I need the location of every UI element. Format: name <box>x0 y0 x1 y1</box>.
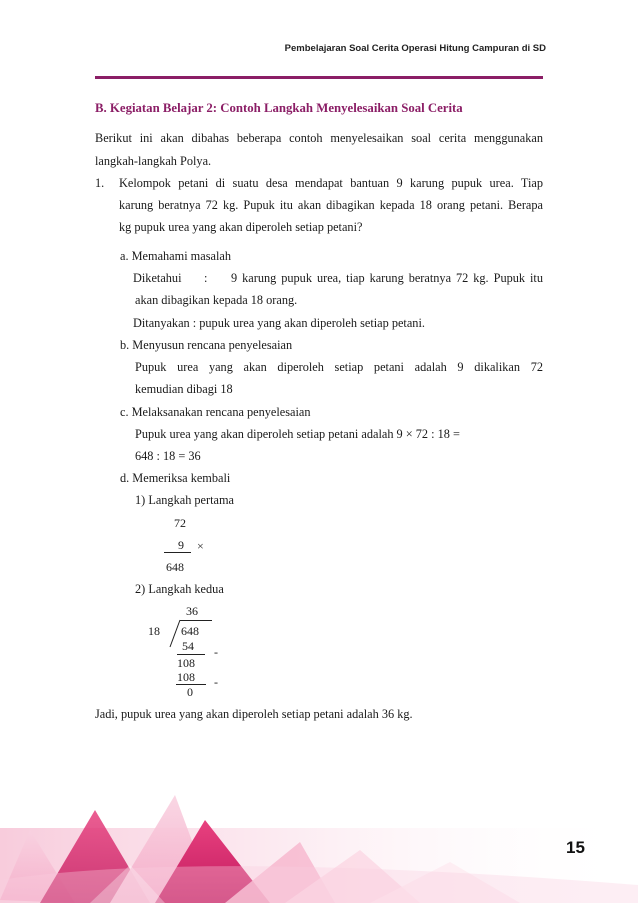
step-b-line-1: Pupuk urea yang akan diperoleh setiap petani adalah 9 dikalikan 72 <box>135 360 543 374</box>
step-c-title: c. Melaksanakan rencana penyelesaian <box>120 405 311 419</box>
decorative-footer-graphic <box>0 790 638 903</box>
problem-line-1: Kelompok petani di suatu desa mendapat bantuan 9 karung pupuk urea. Tiap <box>119 176 543 190</box>
intro-line-1: Berikut ini akan dibahas beberapa contoh menyelesaikan soal cerita menggunakan <box>95 131 543 145</box>
division-quotient: 36 <box>186 604 198 618</box>
mul-rule <box>164 552 191 553</box>
intro-line-2: langkah-langkah Polya. <box>95 154 212 168</box>
division-divisor: 18 <box>148 624 160 638</box>
step-a-asked: Ditanyakan : pupuk urea yang akan diperoleh setiap petani. <box>133 316 425 330</box>
step-b-title: b. Menyusun rencana penyelesaian <box>120 338 293 352</box>
division-sub-1: 54 <box>182 639 194 653</box>
division-bracket <box>166 619 182 649</box>
step-d-step1-label: 1) Langkah pertama <box>135 493 235 507</box>
division-remainder-2: 0 <box>187 685 193 699</box>
conclusion: Jadi, pupuk urea yang akan diperoleh setiap petani adalah 36 kg. <box>95 707 413 721</box>
mul-top: 72 <box>174 516 186 530</box>
step-a-known-label: Diketahui <box>133 271 182 285</box>
problem-number: 1. <box>95 176 105 190</box>
division-minus-1: - <box>214 645 218 659</box>
division-sub-2: 108 <box>177 670 195 684</box>
page-number: 15 <box>566 838 585 857</box>
step-a-title: a. Memahami masalah <box>120 249 231 263</box>
header-rule <box>95 76 543 79</box>
mul-mid: 9 <box>178 538 184 552</box>
division-dividend: 648 <box>181 624 199 638</box>
step-a-known-line-2: akan dibagikan kepada 18 orang. <box>135 293 298 307</box>
division-minus-2: - <box>214 675 218 689</box>
step-a-known-text: 9 karung pupuk urea, tiap karung beratnya 72 kg. Pupuk itu <box>231 271 543 285</box>
division-remainder-1: 108 <box>177 656 195 670</box>
step-b-line-2: kemudian dibagi 18 <box>135 382 233 396</box>
problem-line-2: karung beratnya 72 kg. Pupuk itu akan dibagikan kepada 18 orang petani. Berapa <box>119 198 543 212</box>
mul-result: 648 <box>166 560 184 574</box>
section-heading: B. Kegiatan Belajar 2: Contoh Langkah Menyelesaikan Soal Cerita <box>95 101 463 115</box>
step-d-step2-label: 2) Langkah kedua <box>135 582 224 596</box>
step-d-title: d. Memeriksa kembali <box>120 471 231 485</box>
mul-operator: × <box>197 539 204 553</box>
problem-line-3: kg pupuk urea yang akan diperoleh setiap petani? <box>119 220 363 234</box>
step-c-line-1: Pupuk urea yang akan diperoleh setiap petani adalah 9 × 72 : 18 = <box>135 427 460 441</box>
step-c-line-2: 648 : 18 = 36 <box>135 449 201 463</box>
header-title: Pembelajaran Soal Cerita Operasi Hitung Campuran di SD <box>284 43 546 54</box>
step-a-known-colon: : <box>204 271 208 285</box>
division-top-rule <box>180 620 212 621</box>
